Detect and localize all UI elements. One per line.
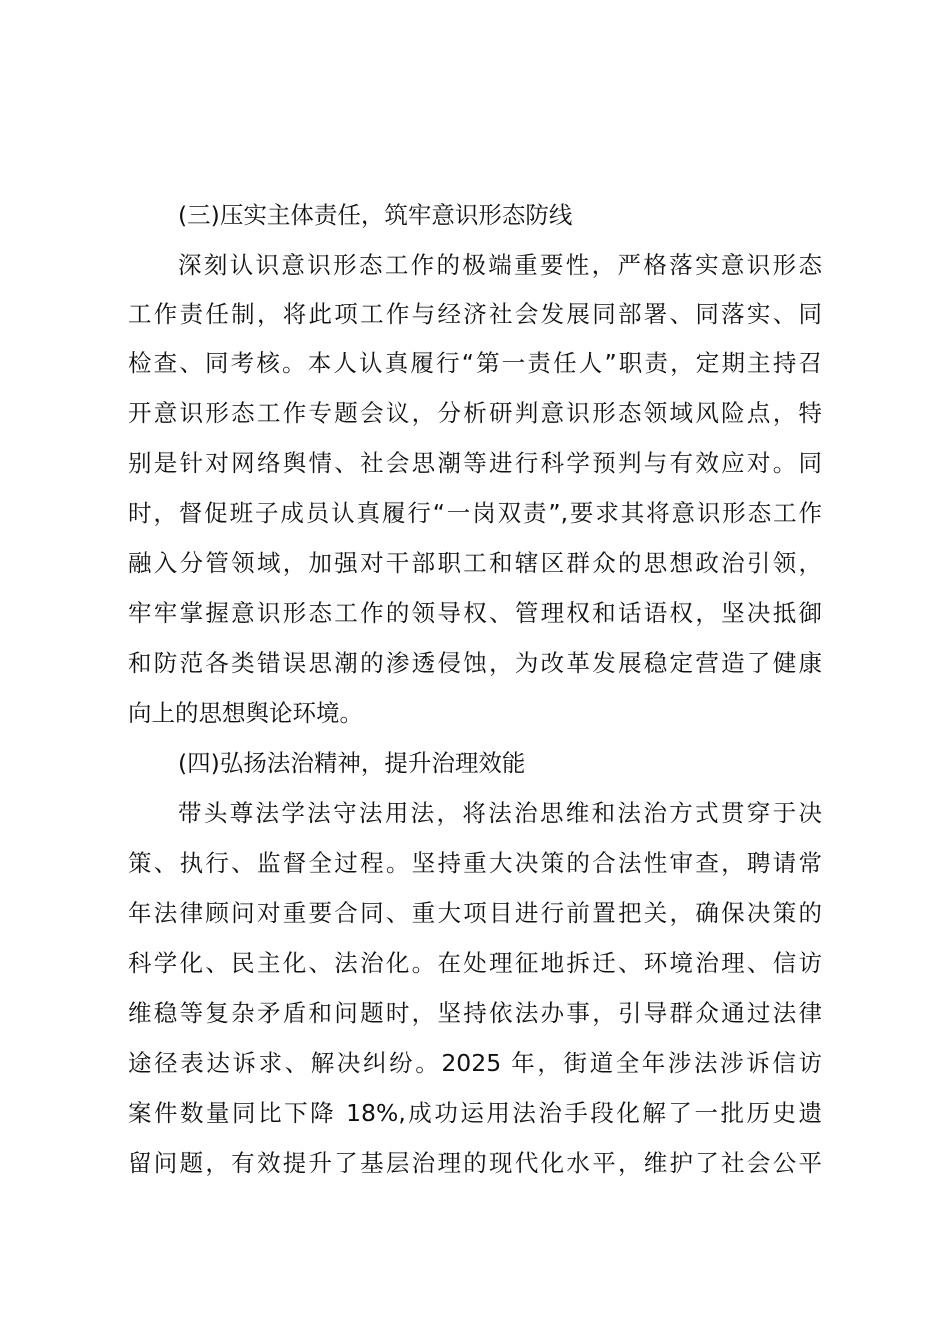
section-heading: (三)压实主体责任，筑牢意识形态防线 — [178, 201, 573, 229]
paragraph-line: 和防范各类错误思潮的渗透侵蚀，为改革发展稳定营造了健康 — [128, 649, 822, 677]
paragraph-line: 别是针对网络舆情、社会思潮等进行科学预判与有效应对。同 — [128, 449, 822, 477]
paragraph-line: 检查、同考核。本人认真履行“第一责任人”职责，定期主持召 — [128, 349, 822, 377]
paragraph-line: 年法律顾问对重要合同、重大项目进行前置把关，确保决策的 — [128, 899, 822, 927]
paragraph-line: 开意识形态工作专题会议，分析研判意识形态领域风险点，特 — [128, 399, 822, 427]
paragraph-line: 途径表达诉求、解决纠纷。2025 年，街道全年涉法涉诉信访 — [128, 1049, 822, 1077]
paragraph-line: 牢牢掌握意识形态工作的领导权、管理权和话语权，坚决抵御 — [128, 599, 822, 627]
paragraph-line: 科学化、民主化、法治化。在处理征地拆迁、环境治理、信访 — [128, 949, 822, 977]
paragraph-line: 工作责任制，将此项工作与经济社会发展同部署、同落实、同 — [128, 300, 822, 328]
paragraph-line: 维稳等复杂矛盾和问题时，坚持依法办事，引导群众通过法律 — [128, 999, 822, 1027]
paragraph-line: 向上的思想舆论环境。 — [128, 699, 363, 727]
paragraph-line: 策、执行、监督全过程。坚持重大决策的合法性审查，聘请常 — [128, 849, 822, 877]
paragraph-line: 案件数量同比下降 18%,成功运用法治手段化解了一批历史遗 — [128, 1099, 822, 1127]
paragraph-line: 时，督促班子成员认真履行“一岗双责”,要求其将意识形态工作 — [128, 499, 822, 527]
paragraph-line: 留问题，有效提升了基层治理的现代化水平，维护了社会公平 — [128, 1149, 822, 1177]
section-heading: (四)弘扬法治精神，提升治理效能 — [178, 749, 526, 777]
paragraph-line: 深刻认识意识形态工作的极端重要性，严格落实意识形态 — [178, 251, 822, 279]
paragraph-line: 融入分管领域，加强对干部职工和辖区群众的思想政治引领， — [128, 549, 822, 577]
paragraph-line: 带头尊法学法守法用法，将法治思维和法治方式贯穿于决 — [178, 799, 822, 827]
